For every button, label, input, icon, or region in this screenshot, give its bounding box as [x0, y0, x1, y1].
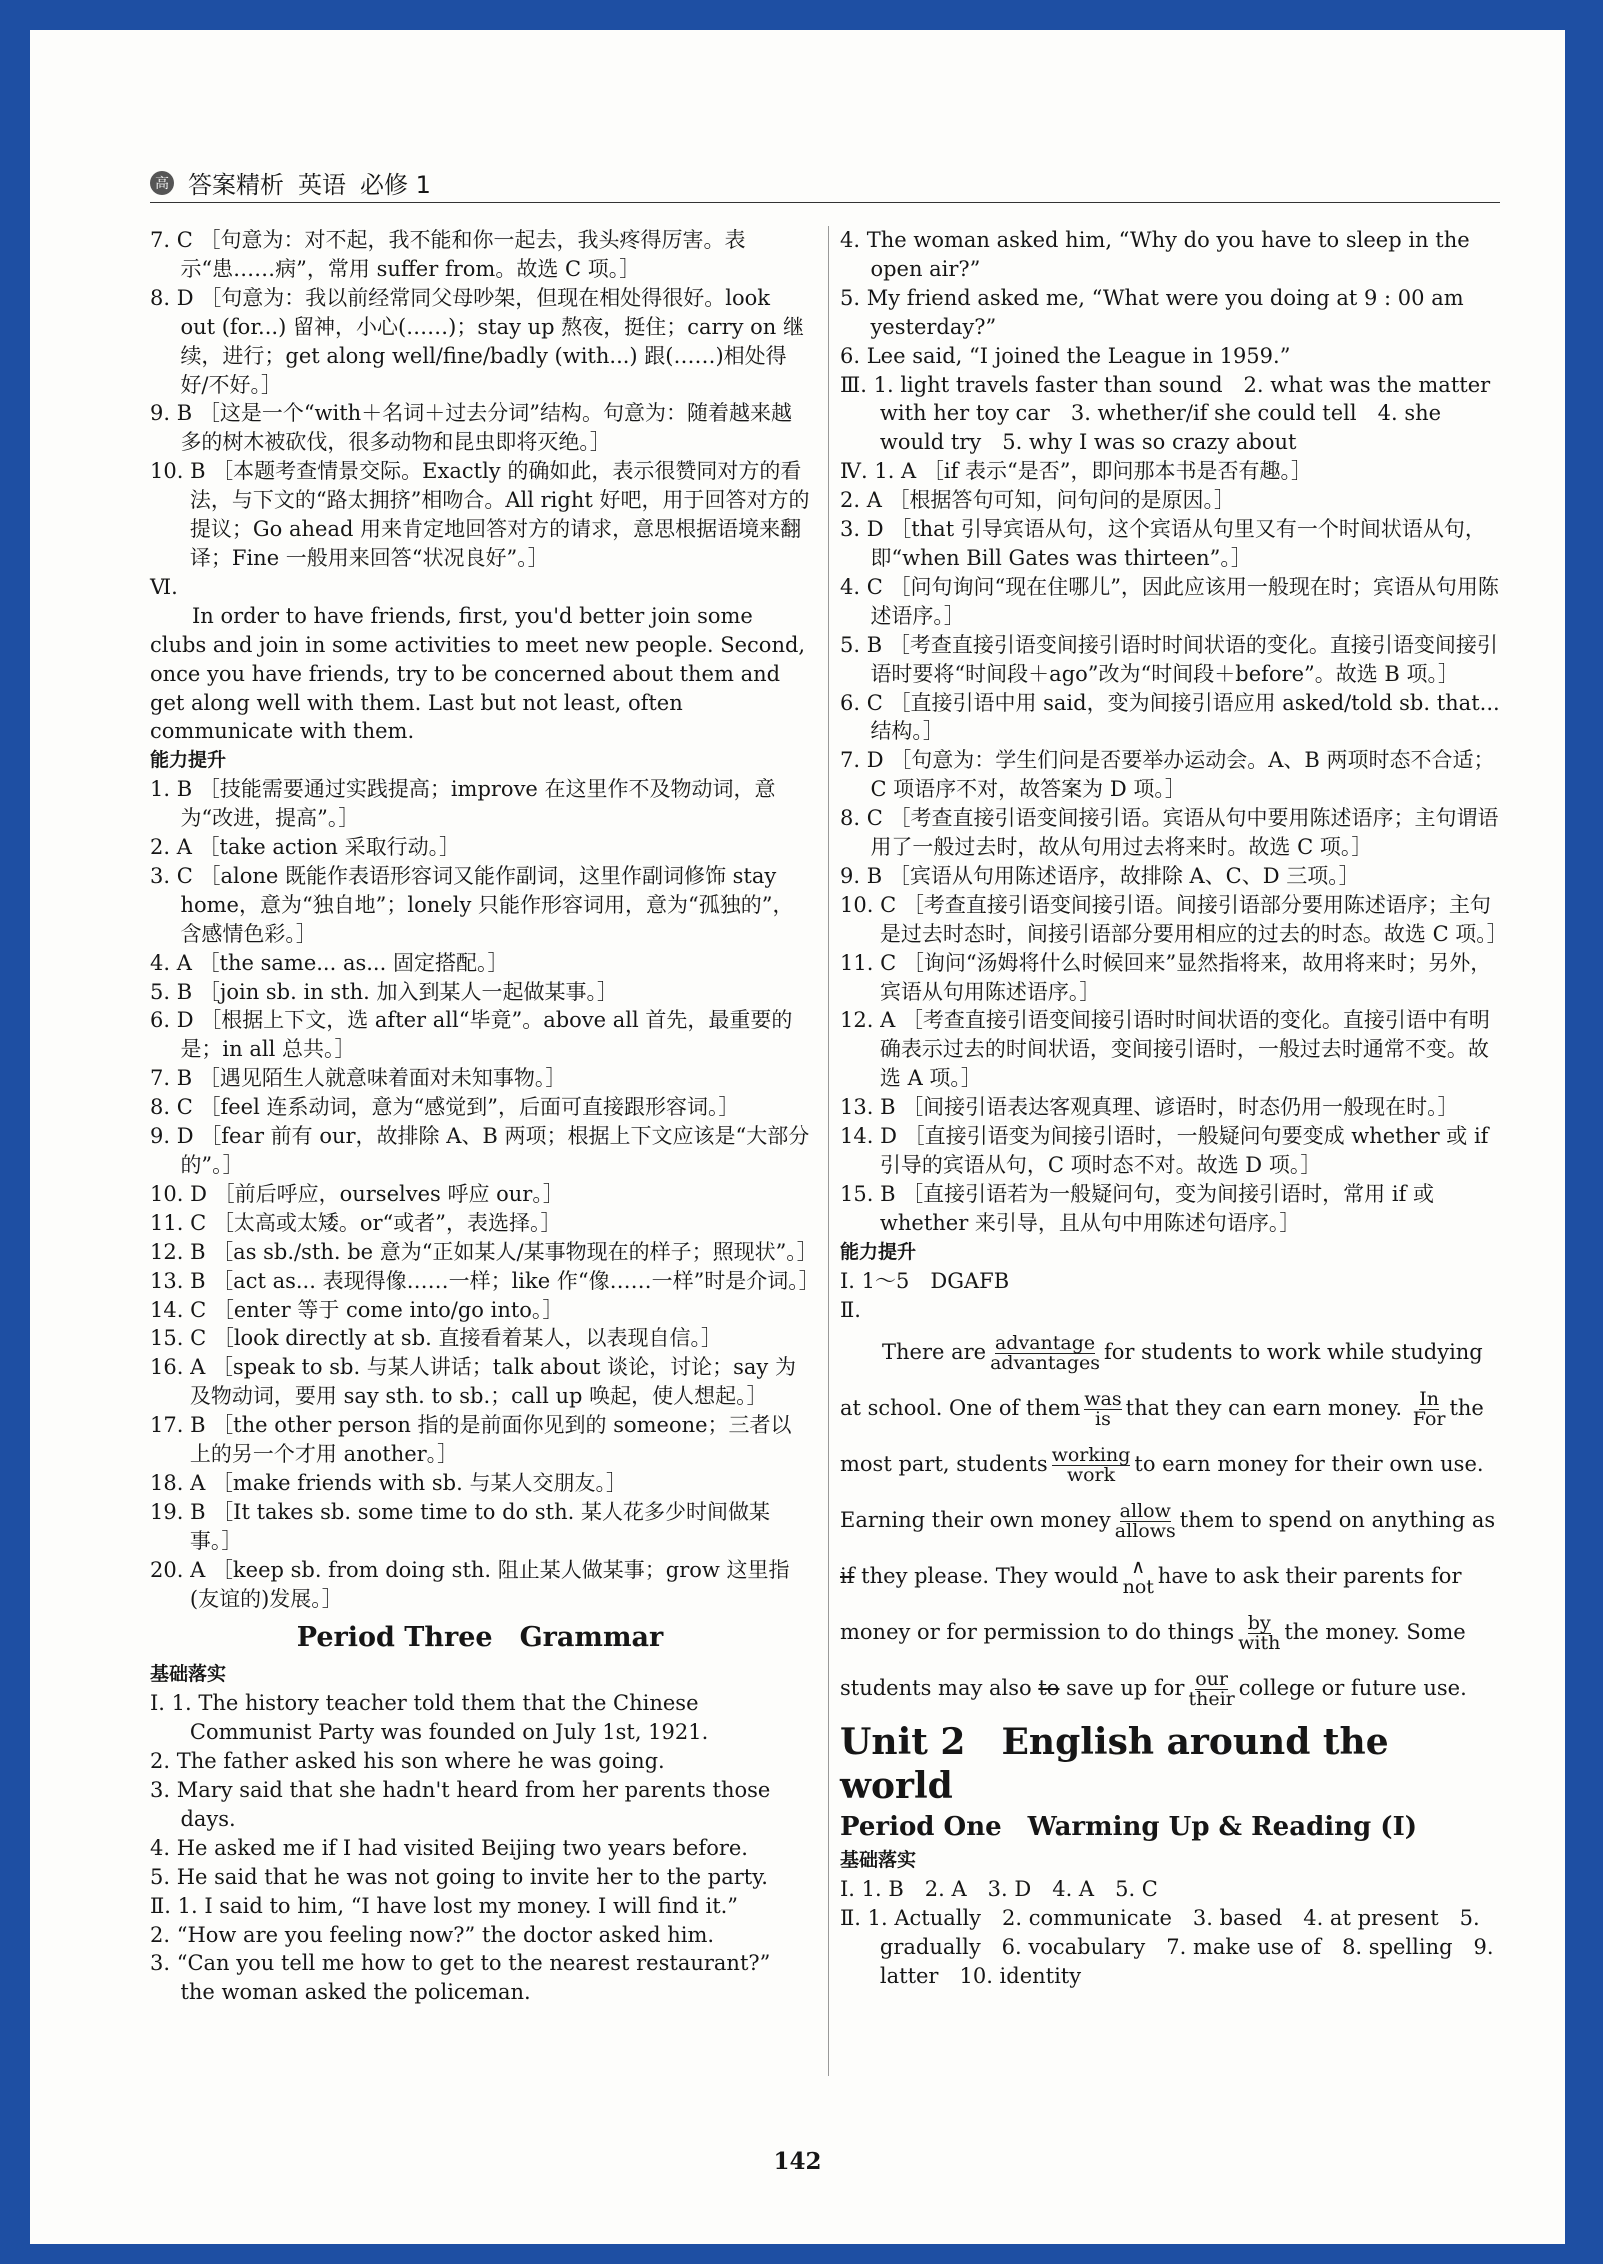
essay-text: the money. Some students may also: [840, 1620, 1466, 1701]
basic-heading: 基础落实: [840, 1849, 917, 1872]
answer-item: 3. Mary said that she hadn't heard from her parents those days.: [150, 1778, 771, 1831]
corrected-word: with: [1238, 1632, 1281, 1655]
unit-title: Unit 2 English around the world: [840, 1721, 1389, 1808]
insert-caret: ∧: [1131, 1556, 1146, 1578]
corrected-word: their: [1188, 1688, 1235, 1711]
answer-item: 20. A ［keep sb. from doing sth. 阻止某人做某事；grow 这里指(友谊的)发展。］: [150, 1557, 790, 1611]
answer-item: Ⅱ. 1. I said to him, “I have lost my money. I will find it.”: [150, 1893, 739, 1918]
answer-item: 7. B ［遇见陌生人就意味着面对未知事物。］: [150, 1066, 567, 1091]
answer-item: 14. D ［直接引语变为间接引语时，一般疑问句要变成 whether 或 if 引导的宾语从句，C 项时态不对。故选 D 项。］: [840, 1124, 1489, 1177]
essay-text: There are: [882, 1340, 987, 1365]
correction-mark: [1084, 1387, 1122, 1431]
original-word: was: [1084, 1387, 1122, 1410]
header-title: 答案精析: [188, 171, 284, 199]
logo-icon: 高: [150, 171, 174, 195]
essay-text: have to ask their parents for money or for permission to do things: [840, 1564, 1462, 1645]
answer-item: 3. C ［alone 既能作表语形容词又能作副词，这里作副词修饰 stay home，意为“独自地”；lonely 只能作形容词用，意为“孤独的”，含感情色彩。］: [150, 863, 794, 946]
answer-item: 8. C ［feel 连系动词，意为“感觉到”，后面可直接跟形容词。］: [150, 1095, 740, 1120]
ability-heading: 能力提升: [150, 749, 227, 772]
answer-item: Ⅳ. 1. A ［if 表示“是否”，即问那本书是否有趣。］: [840, 459, 1313, 484]
header-book: 必修 1: [360, 171, 431, 199]
answer-item: 10. D ［前后呼应，ourselves 呼应 our。］: [150, 1181, 564, 1206]
correction-mark: [1114, 1499, 1176, 1543]
corrected-word: not: [1122, 1575, 1154, 1598]
answer-item: 9. B ［宾语从句用陈述语序，故排除 A、C、D 三项。］: [840, 863, 1360, 888]
essay-text: college or future use.: [1238, 1676, 1467, 1701]
answer-item: 9. D ［fear 前有 our，故排除 A、B 两项；根据上下文应该是“大部分的”。］: [150, 1124, 810, 1177]
answer-item: 3. D ［that 引导宾语从句，这个宾语从句里又有一个时间状语从句，即“when Bill Gates was thirteen”。］: [840, 517, 1486, 570]
period-title: Period One Warming Up & Reading (Ⅰ): [840, 1812, 1418, 1843]
struck-word: if: [840, 1564, 855, 1589]
section-roman-vi: Ⅵ.: [150, 574, 178, 599]
answer-item: Ⅰ. 1～5 DGAFB: [840, 1268, 1010, 1293]
answer-item: 9. B ［这是一个“with＋名词＋过去分词”结构。句意为：随着越来越多的树木被砍伐，很多动物和昆虫即将灭绝。］: [150, 401, 792, 455]
answer-item: 4. The woman asked him, “Why do you have to sleep in the open air?”: [840, 228, 1470, 281]
answer-item: 8. D ［句意为：我以前经常同父母吵架，但现在相处得很好。look out (for...) 留神，小心(……)；stay up 熬夜，挺住；carry on 继续，进行；get along well/fine/badly (with...) 跟(……)相处得好/不好。］: [150, 285, 804, 397]
answer-item: Ⅲ. 1. light travels faster than sound 2. what was the matter with her toy car 3. whether/if she could tell 4. she would try 5. why I was so crazy about: [840, 372, 1491, 455]
correction-mark: [1188, 1667, 1235, 1711]
answer-item: 7. C ［句意为：对不起，我不能和你一起去，我头疼得厉害。表示“患……病”，常用 suffer from。故选 C 项。］: [150, 228, 746, 281]
answer-item: 16. A ［speak to sb. 与某人讲话；talk about 谈论，讨论；say 为及物动词，要用 say sth. to sb.；call up 唤起，使人想起。］: [150, 1355, 796, 1409]
left-column: [150, 226, 820, 2007]
answer-item: 5. My friend asked me, “What were you doing at 9 : 00 am yesterday?”: [840, 285, 1464, 339]
corrected-word: work: [1066, 1464, 1116, 1487]
answer-item: 13. B ［act as... 表现得像……一样；like 作“像……一样”时是介词。］: [150, 1268, 820, 1293]
right-column: [840, 226, 1508, 1991]
answer-item: 7. D ［句意为：学生们问是否要举办运动会。A、B 两项时态不合适；C 项语序不对，故答案为 D 项。］: [840, 748, 1495, 802]
answer-item: 10. B ［本题考查情景交际。Exactly 的确如此，表示很赞同对方的看法，与下文的“路太拥挤”相吻合。All right 好吧，用于回答对方的提议；Go ahead 用来肯定地回答对方的请求，意思根据语境来翻译；Fine 一般用来回答“状况良好”。］: [150, 459, 810, 570]
answer-item: 11. C ［太高或太矮。or“或者”，表选择。］: [150, 1210, 562, 1235]
page-header: [150, 165, 431, 200]
answer-item: 2. A ［根据答句可知，问句问的是原因。］: [840, 488, 1236, 513]
header-subject: 英语: [298, 171, 346, 199]
correction-mark: [1051, 1443, 1131, 1487]
basic-heading: 基础落实: [150, 1663, 227, 1686]
corrected-word: is: [1095, 1408, 1111, 1431]
page-number: 142: [773, 2148, 822, 2175]
original-word: In: [1419, 1387, 1439, 1410]
correction-mark: [1238, 1611, 1281, 1655]
answer-item: 6. D ［根据上下文，选 after all“毕竟”。above all 首先，最重要的是；in all 总共。］: [150, 1008, 793, 1062]
answer-item: 11. C ［询问“汤姆将什么时候回来”显然指将来，故用将来时；另外，宾语从句用陈述语序。］: [840, 950, 1492, 1004]
answer-item: 5. B ［考查直接引语变间接引语时时间状语的变化。直接引语变间接引语时要将“时间段＋ago”改为“时间段＋before”。故选 B 项。］: [840, 632, 1498, 686]
answer-item: 2. A ［take action 采取行动。］: [150, 835, 461, 860]
answer-item: 4. A ［the same... as... 固定搭配。］: [150, 950, 509, 975]
essay-text: that they can earn money.: [1125, 1396, 1403, 1421]
corrected-word: For: [1412, 1408, 1446, 1431]
answer-item: Ⅰ. 1. The history teacher told them that the Chinese Communist Party was founded on July 1st, 1921.: [150, 1691, 709, 1745]
period-title: Period Three Grammar: [296, 1621, 664, 1653]
answer-item: 4. He asked me if I had visited Beijing two years before.: [150, 1835, 748, 1860]
essay-text: the most part, students: [840, 1396, 1484, 1477]
column-divider: [828, 226, 829, 2076]
essay-text: for students to work while studying at school. One of them: [840, 1340, 1483, 1421]
corrected-word: advantages: [990, 1352, 1101, 1375]
writing-paragraph: In order to have friends, first, you'd better join some clubs and join in some activities to meet new people. Second, once you have friends, try to be concerned about them and get along well with them. Last but not least, often communicate with them.: [150, 603, 806, 744]
answer-item: 5. B ［join sb. in sth. 加入到某人一起做某事。］: [150, 979, 618, 1004]
answer-item: 18. A ［make friends with sb. 与某人交朋友。］: [150, 1470, 627, 1495]
essay-text: them to spend on anything as: [1179, 1508, 1496, 1533]
original-word: by: [1247, 1611, 1271, 1634]
answer-item: 13. B ［间接引语表达客观真理、谚语时，时态仍用一般现在时。］: [840, 1095, 1459, 1120]
answer-item: 15. B ［直接引语若为一般疑问句，变为间接引语时，常用 if 或 whether 来引导，且从句中用陈述句语序。］: [840, 1181, 1435, 1235]
answer-item: 12. A ［考查直接引语变间接引语时时间状语的变化。直接引语中有明确表示过去的时间状语，变间接引语时，一般过去时通常不变。故选 A 项。］: [840, 1008, 1490, 1091]
answer-item: 8. C ［考查直接引语变间接引语。宾语从句中要用陈述语序；主句谓语用了一般过去时，故从句用过去将来时。故选 C 项。］: [840, 806, 1499, 860]
answer-item: 6. C ［直接引语中用 said，变为间接引语应用 asked/told sb. that... 结构。］: [840, 690, 1500, 744]
answer-item: 15. C ［look directly at sb. 直接看着某人，以表现自信。］: [150, 1326, 723, 1351]
answer-item: 19. B ［It takes sb. some time to do sth. 某人花多少时间做某事。］: [150, 1499, 770, 1553]
essay-text: to earn money for their own use. Earning their own money: [840, 1452, 1484, 1533]
answer-item: 3. “Can you tell me how to get to the nearest restaurant?” the woman asked the policeman.: [150, 1951, 771, 2005]
original-word: allow: [1119, 1499, 1171, 1522]
answer-item: Ⅰ. 1. B 2. A 3. D 4. A 5. C: [840, 1877, 1158, 1902]
answer-item: 14. C ［enter 等于 come into/go into。］: [150, 1297, 564, 1322]
ability-heading: 能力提升: [840, 1240, 917, 1263]
section-roman-ii: Ⅱ.: [840, 1297, 861, 1322]
answer-item: 10. C ［考查直接引语变间接引语。间接引语部分要用陈述语序；主句是过去时态时，间接引语部分要用相应的过去的时态。故选 C 项。］: [840, 892, 1508, 946]
answer-item: 5. He said that he was not going to invite her to the party.: [150, 1864, 768, 1889]
answer-item: 1. B ［技能需要通过实践提高；improve 在这里作不及物动词，意为“改进，提高”。］: [150, 777, 776, 831]
essay-text: save up for: [1059, 1676, 1185, 1701]
struck-word: to: [1038, 1676, 1060, 1701]
original-word: our: [1195, 1667, 1228, 1690]
answer-item: Ⅱ. 1. Actually 2. communicate 3. based 4. at present 5. gradually 6. vocabulary 7. make use of 8. spelling 9. latter 10. identity: [840, 1906, 1494, 1989]
answer-item: 12. B ［as sb./sth. be 意为“正如某人/某事物现在的样子；照现状”。］: [150, 1239, 818, 1264]
original-word: working: [1051, 1443, 1131, 1466]
original-word: advantage: [994, 1331, 1096, 1354]
correction-mark: [990, 1331, 1101, 1375]
answer-item: 2. The father asked his son where he was going.: [150, 1749, 665, 1774]
essay-text: they please. They would: [854, 1564, 1119, 1589]
answer-item: 4. C ［问句询问“现在住哪儿”，因此应该用一般现在时；宾语从句用陈述语序。］: [840, 574, 1499, 628]
correction-mark: [1123, 1558, 1154, 1598]
corrected-word: allows: [1114, 1520, 1176, 1543]
header-divider: [150, 202, 1500, 203]
page: [30, 30, 1565, 2244]
answer-item: 6. Lee said, “I joined the League in 1959.”: [840, 343, 1291, 368]
answer-item: 17. B ［the other person 指的是前面你见到的 someone；三者以上的另一个才用 another。］: [150, 1413, 792, 1467]
correction-essay: [840, 1324, 1500, 1716]
correction-mark: [1412, 1387, 1446, 1431]
answer-item: 2. “How are you feeling now?” the doctor asked him.: [150, 1922, 715, 1947]
